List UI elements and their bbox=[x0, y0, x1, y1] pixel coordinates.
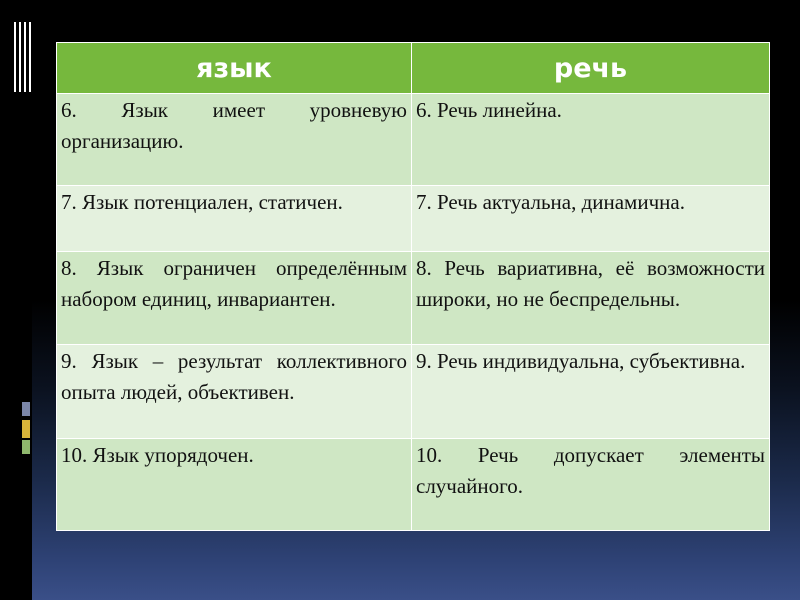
cell-speech-6: 6. Речь линейна. bbox=[412, 94, 770, 186]
left-decoration bbox=[0, 0, 32, 600]
table-row bbox=[57, 94, 770, 186]
cell-language-6: 6. Язык имеет уровневую организацию. bbox=[57, 94, 412, 186]
cell-language-8: 8. Язык ограничен определённым набором единиц, инвариантен. bbox=[57, 252, 412, 345]
cell-language-9: 9. Язык – результат коллективного опыта людей, объективен. bbox=[57, 345, 412, 439]
table-row bbox=[57, 439, 770, 531]
header-speech: речь bbox=[412, 43, 770, 94]
comparison-table bbox=[56, 42, 770, 531]
decorative-square-yellow bbox=[22, 420, 30, 438]
cell-speech-7: 7. Речь актуальна, динамична. bbox=[412, 186, 770, 252]
decorative-lines bbox=[14, 22, 32, 92]
decorative-square-green bbox=[22, 440, 30, 454]
header-language: язык bbox=[57, 43, 412, 94]
table-row bbox=[57, 345, 770, 439]
cell-language-10: 10. Язык упорядочен. bbox=[57, 439, 412, 531]
cell-language-7: 7. Язык потенциален, статичен. bbox=[57, 186, 412, 252]
table-header-row bbox=[57, 43, 770, 94]
cell-speech-9: 9. Речь индивидуальна, субъективна. bbox=[412, 345, 770, 439]
cell-speech-8: 8. Речь вариативна, её возможности широки, но не беспредельны. bbox=[412, 252, 770, 345]
table-row bbox=[57, 186, 770, 252]
cell-speech-10: 10. Речь допускает элементы случайного. bbox=[412, 439, 770, 531]
table-row bbox=[57, 252, 770, 345]
decorative-square-blue bbox=[22, 402, 30, 416]
